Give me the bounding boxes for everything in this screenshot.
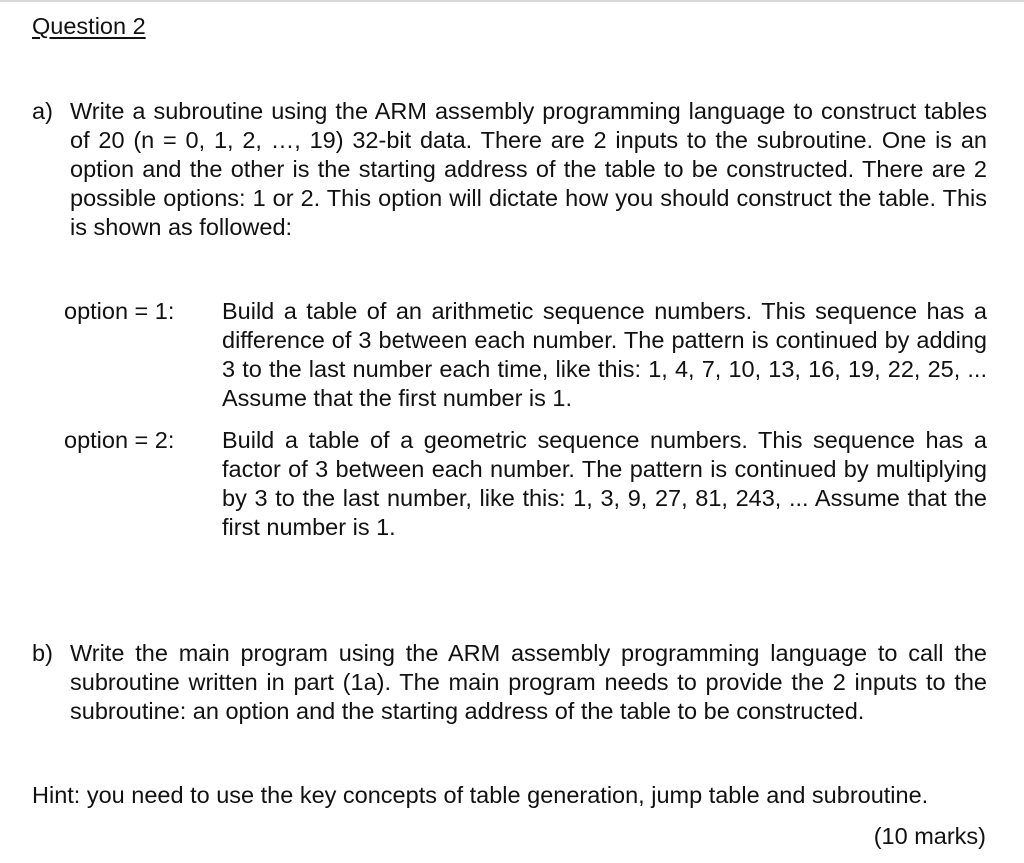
question-title: Question 2 xyxy=(32,13,146,39)
part-a-label: a) xyxy=(32,98,53,124)
option-2-description: Build a table of a geometric sequence numbers. This sequence has a factor of 3 between each number. The pattern is continued by multiplying by 3 to the last number, like this: 1, 3, 9, 27, 81, 243, ... Assume that the first number is 1. xyxy=(222,427,987,540)
hint-text: Hint: you need to use the key concepts of table generation, jump table and subroutine. xyxy=(32,782,929,808)
option-1-description: Build a table of an arithmetic sequence numbers. This sequence has a difference of 3 between each number. The pattern is continued by adding 3 to the last number each time, like this: 1, 4, 7, 10, 13, 16, 19, 22, 25, ... Assume that the first number is 1. xyxy=(222,298,987,411)
part-a-text: Write a subroutine using the ARM assembly programming language to construct tables of 20 (n = 0, 1, 2, …, 19) 32-bit data. There are 2 inputs to the subroutine. One is an option and the other is the starting address of the table to be constructed. There are 2 possible options: 1 or 2. This option will dictate how you should construct the table. This is shown as followed: xyxy=(70,98,987,240)
marks-label: (10 marks) xyxy=(873,823,986,849)
option-2-label: option = 2: xyxy=(64,427,175,453)
part-b-label: b) xyxy=(32,640,53,666)
option-1-label: option = 1: xyxy=(64,298,175,324)
part-b-text: Write the main program using the ARM assembly programming language to call the subroutine written in part (1a). The main program needs to provide the 2 inputs to the subroutine: an option and the starting address of the table to be constructed. xyxy=(70,640,987,724)
